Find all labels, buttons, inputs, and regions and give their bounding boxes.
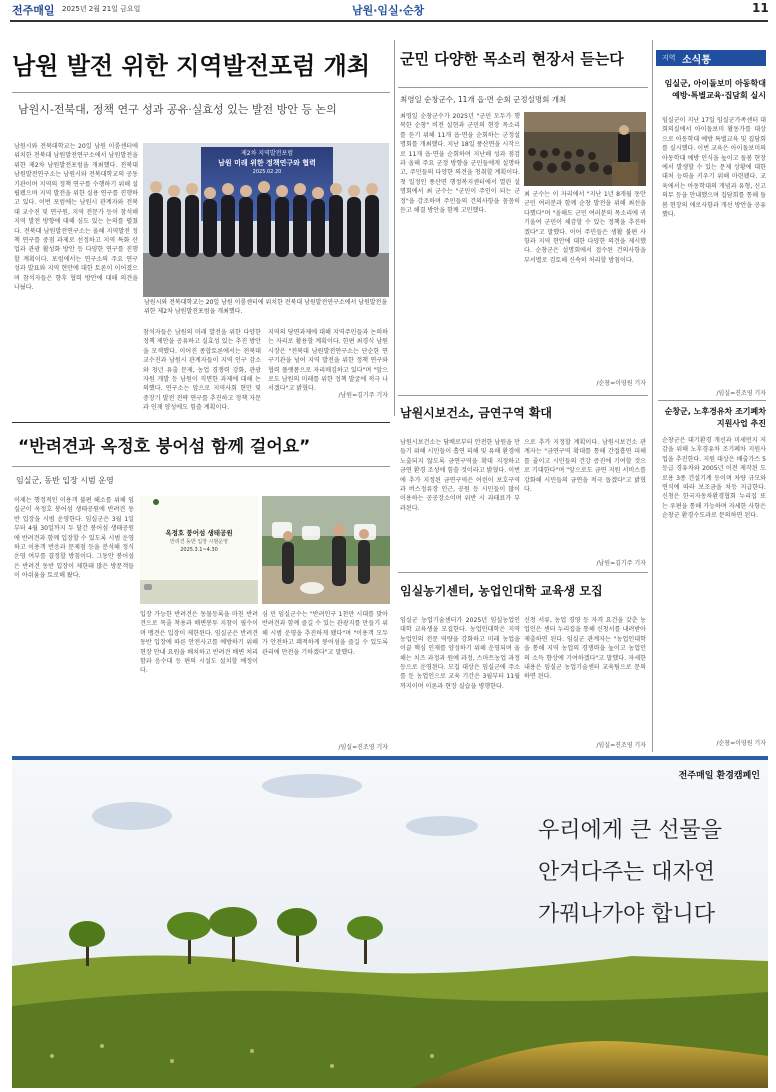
event-poster (140, 496, 258, 604)
article-body-col2: 최 군수는 이 자리에서 "지난 1년 8개월 동안 군민 여러분과 함께 순창 발전을 위해 최선을 다했다"며 "올해도 군민 여러분의 목소리에 귀 기울여 군민이 체감할 수 있는 정책을 추진하겠다"고 말했다. 이어 주민들은 생활 불편 사항과 지역 현안에 대한 다양한 의견을 제시했다. 순창군은 설명회에서 접수된 건의사항을 부서별로 검토해 신속히 처리할 방침이다. (524, 191, 646, 264)
subhead: 임실군, 동반 입장 시범 운영 (16, 476, 114, 485)
article-body-col1: 이제는 행정적인 이용객 불편 해소를 위해 임실군이 옥정호 붕어섬 생태공원에 반려견 동반 입장을 시범 운영한다. 임실군은 3월 1일부터 4월 30일까지 두 달간 붕어섬 생태공원에 반려견과 함께 입장할 수 있도록 시범 운영하고 이용객 반응과 문제점 등을 분석해 정식 운영 여부를 결정할 방침이다. 그동안 붕어섬은 반려견 동반 입장이 제한돼 많은 방문객들이 아쉬움을 토로해 왔다. (14, 497, 134, 580)
forum-banner (205, 149, 329, 176)
headline: 임실농기센터, 농업인대학 교육생 모집 (400, 584, 603, 598)
masthead-logo: 전주매일 (12, 4, 55, 17)
sidebar-rule (658, 400, 766, 401)
forum-banner-line: 2025.02.20 (252, 169, 282, 175)
subhead-rule (12, 92, 390, 93)
sidebar-item-body: 순창군은 대기환경 개선과 미세먼지 저감을 위해 노후경유차 조기폐차 지원사업을 추진한다. 지원 대상은 배출가스 5등급 경유차와 2005년 이전 제작된 도로용 3종 건설기계 등이며 차량 규모와 연식에 따라 보조금을 차등 지급한다. 신청은 한국자동차환경협회 누리집 또는 우편을 통해 가능하며 자세한 사항은 순창군 환경수도과로 문의하면 된다. (662, 437, 766, 520)
subhead: 최영일 순창군수, 11개 읍·면 순회 군정설명회 개최 (400, 95, 567, 104)
forum-banner-line: 제2차 지역발전포럼 (240, 150, 294, 157)
col-divider (394, 40, 395, 416)
article-body-col1: 최영일 순창군수가 2025년 "군민 모두가 행복한 순창" 비전 실현과 군민의 현장 목소리를 듣기 위해 11개 읍·면을 순회하는 군정설명회를 개최했다. 지난 18일 풍산면을 시작으로 11개 읍·면을 순회하며 지난해 성과 점검과 올해 주요 군정 방향을 군민들에게 설명하고, 주민들의 다양한 의견을 청취할 계획이다. 첫 일정인 풍산면 행정복지센터에서 열린 설명회에서 최 군수는 "군민이 주인이 되는 군정"을 강조하며 주민들의 건의사항을 꼼꼼히 듣고 해결 방안을 함께 고민했다. (400, 113, 520, 215)
byline: /남원=김기주 기자 (596, 560, 646, 567)
article-body-col3: 지역의 당면과제에 대해 지역주민들과 논의하는 자리로 활용할 계획이다. 한편 최경식 남원시장은 "전북대 남원발전연구소는 단순한 연구기관을 넘어 지역 발전을 위한 정책 연구와 협력 플랫폼으로 자리매김하고 있다"며 "앞으로도 남원의 미래를 위한 정책 발굴에 적극 나서겠다"고 밝혔다. (268, 329, 388, 393)
ad-slogan-line: 안겨다주는 대자연 (538, 860, 716, 885)
section-rule (12, 422, 390, 423)
sidebar-item-title: 임실군, 아이돌보미 아동학대 예방·특별교육·집담회 실시 (664, 79, 766, 100)
page-number: 11 (752, 1, 769, 15)
subhead: 남원시-전북대, 정책 연구 성과 공유·실효성 있는 발전 방안 등 논의 (18, 103, 337, 116)
photo-caption: 남원시와 전북대학교는 20일 남원 이룸센터에 위치한 전북대 남원발전연구소에서 남원발전을 위한 제2차 남원발전포럼을 개최했다. (144, 299, 388, 315)
sidebar-title-box (656, 50, 766, 66)
byline: /남원=김기주 기자 (338, 392, 388, 399)
article-body-col2: 참석자들은 남원의 미래 발전을 위한 다양한 정책 제안을 공유하고 실효성 있는 추진 방안을 모색했다. 이어진 종합토론에서는 전북대 교수진과 남원시 관계자들이 지역 인구 감소와 청년 유출 문제, 농업 경쟁력 강화, 관광 자원 개발 등 남원이 직면한 과제에 대해 논의했다. 연구소는 앞으로 지역사회 현안 및 중장기 발전 전략 연구를 추진하고 정책 자문과 인재 양성에도 힘쓸 계획이다. (143, 329, 261, 412)
sidebar-label: 지역 (662, 54, 676, 62)
headline: 남원시보건소, 금연구역 확대 (400, 406, 553, 420)
headline: 군민 다양한 목소리 현장서 듣는다 (400, 50, 624, 68)
ad-slogan-line: 우리에게 큰 선물을 (538, 818, 723, 843)
poster-title: 옥정호 붕어섬 생태공원 (165, 529, 233, 537)
subhead-rule (12, 466, 390, 467)
subhead-rule (398, 87, 648, 88)
byline: /임실=진조영 기자 (716, 390, 766, 397)
headline: “반려견과 옥정호 붕어섬 함께 걸어요” (18, 437, 311, 457)
sidebar-item-body: 임실군이 지난 17일 임실군가족센터 대회의실에서 아이돌보미 활동가를 대상으로 아동학대 예방 특별교육 및 집담회를 실시했다. 이번 교육은 아이돌보미의 아동학대 예방 인식을 높이고 돌봄 현장에서 발생할 수 있는 문제 상황에 대한 대처 능력을 키우기 위해 마련됐다. 교육에서는 아동학대의 개념과 유형, 신고 의무 등을 안내했으며 집담회를 통해 돌봄 현장의 애로사항과 개선 방안을 공유했다. (662, 117, 766, 219)
article-body-col1: 임실군 농업기술센터가 2025년 임실농업인대학 교육생을 모집한다. 농업인대학은 지역 농업인의 전문 역량을 강화하고 미래 농업을 이끌 핵심 인재를 양성하기 위해 운영되며 올해는 치즈 과정과 원예 과정, 스마트농업 과정 등으로 운영된다. 모집 대상은 임실군에 주소를 둔 농업인으로 교육 기간은 3월부터 11월까지이며 이론과 현장 실습을 병행한다. (400, 617, 520, 690)
section-rule (398, 395, 648, 396)
article-body-col1: 남원시보건소는 담배로부터 안전한 남원을 만들기 위해 시민들이 흡연 피해 및 유해 환경에 노출되지 않도록 금연구역을 확대 지정하고 금연 환경 조성에 힘쓸 것이라고 밝혔다. 이번에 추가 지정된 금연구역은 어린이 보호구역과 버스정류장 인근, 공원 등 시민들이 많이 이용하는 공공장소이며 위반 시 과태료가 부과된다. (400, 439, 520, 512)
sidebar-title: 소식통 (682, 55, 711, 66)
sidebar-item-title: 순창군, 노후경유차 조기폐차 지원사업 추진 (664, 407, 766, 428)
page-header (0, 0, 776, 22)
headline: 남원 발전 위한 지역발전포럼 개최 (12, 52, 370, 80)
section-name: 남원·임실·순창 (352, 4, 425, 17)
header-rule (10, 20, 768, 22)
forum-banner-line: 남원 미래 위한 정책연구와 협력 (218, 159, 316, 167)
byline: /임실=진조영 기자 (596, 742, 646, 749)
campaign-label: 전주매일 환경캠페인 (678, 771, 760, 781)
environment-campaign-ad (12, 756, 768, 1088)
ad-slogan-line: 가꿔나가야 합니다 (538, 902, 716, 927)
byline: /순창=이영원 기자 (596, 380, 646, 387)
section-rule (398, 572, 648, 573)
dog-photo (262, 496, 390, 604)
issue-date: 2025년 2월 21일 금요일 (62, 5, 141, 13)
article-body-col3: 심 민 임실군수는 "반려인구 1천만 시대를 맞아 반려견과 함께 즐길 수 있는 관광지를 만들기 위해 시범 운영을 추진하게 됐다"며 "이용객 모두가 안전하고 쾌적하게 붕어섬을 즐길 수 있도록 관리에 만전을 기하겠다"고 말했다. (262, 611, 388, 656)
byline: /순창=이영원 기자 (716, 740, 766, 747)
ad-slogan (538, 810, 764, 936)
poster-subtitle: 반려견 동반 입장 시범운영 (170, 539, 228, 545)
byline: /임실=진조영 기자 (338, 744, 388, 751)
meeting-photo (524, 112, 646, 186)
article-body-col1: 남원시와 전북대학교는 20일 남원 이룸센터에 위치한 전북대 남원발전연구소에서 남원발전을 위한 제2차 남원발전포럼을 개최했다. 전북대 남원발전연구소는 남원시와 전북대학교의 공동 기관이며 지역의 정책 연구를 수행하기 위해 설립됐으며 지역 발전을 위한 실용 연구를 진행하고 있다. 이번 포럼에는 남원시 관계자와 전북대 교수진 및 연구원, 지역 전문가 등이 참석해 지역 발전 방향에 대해 심도 있는 논의를 펼쳤다. 전북대 남원발전연구소는 올해 지역발전 정책 연구를 중점 과제로 선정하고 지역 특화 산업과 관광 활성화 방안 등 다양한 연구를 진행할 계획이다. 포럼에서는 연구소의 주요 연구 성과 발표와 지역 현안에 대한 토론이 이어졌으며 참석자들은 향후 협력 방안에 대해 의견을 나눴다. (14, 143, 138, 292)
article-body-col2: 신청 서류, 농업 경영 등 자격 요건을 갖춘 농업인은 센터 누리집을 통해 신청서를 내려받아 제출하면 된다. 임실군 관계자는 "농업인대학을 통해 지역 농업의 경쟁력을 높이고 농업인의 소득 향상에 기여하겠다"고 말했다. 자세한 내용은 임실군 농업기술센터 교육팀으로 문의하면 된다. (524, 617, 646, 681)
sidebar-divider (652, 40, 653, 752)
poster-text (146, 528, 252, 554)
forum-photo (143, 143, 389, 297)
poster-date: 2025.3.1~4.30 (180, 547, 218, 553)
article-body-col2: 입장 가능한 반려견은 동물등록을 마친 반려견으로 목줄 착용과 배변봉투 지참이 필수이며 맹견은 입장이 제한된다. 임실군은 반려견 동반 입장에 따른 안전사고를 예방하기 위해 현장 안내 요원을 배치하고 반려견 배변 처리함과 음수대 등 편의 시설도 설치할 예정이다. (140, 611, 258, 675)
article-body-col2: 으로 추가 지정할 계획이다. 남원시보건소 관계자는 "금연구역 확대를 통해 간접흡연 피해를 줄이고 시민들의 건강 증진에 기여할 것으로 기대한다"며 "앞으로도 금연 지원 서비스를 강화해 시민들의 금연을 적극 돕겠다"고 밝혔다. (524, 439, 646, 494)
